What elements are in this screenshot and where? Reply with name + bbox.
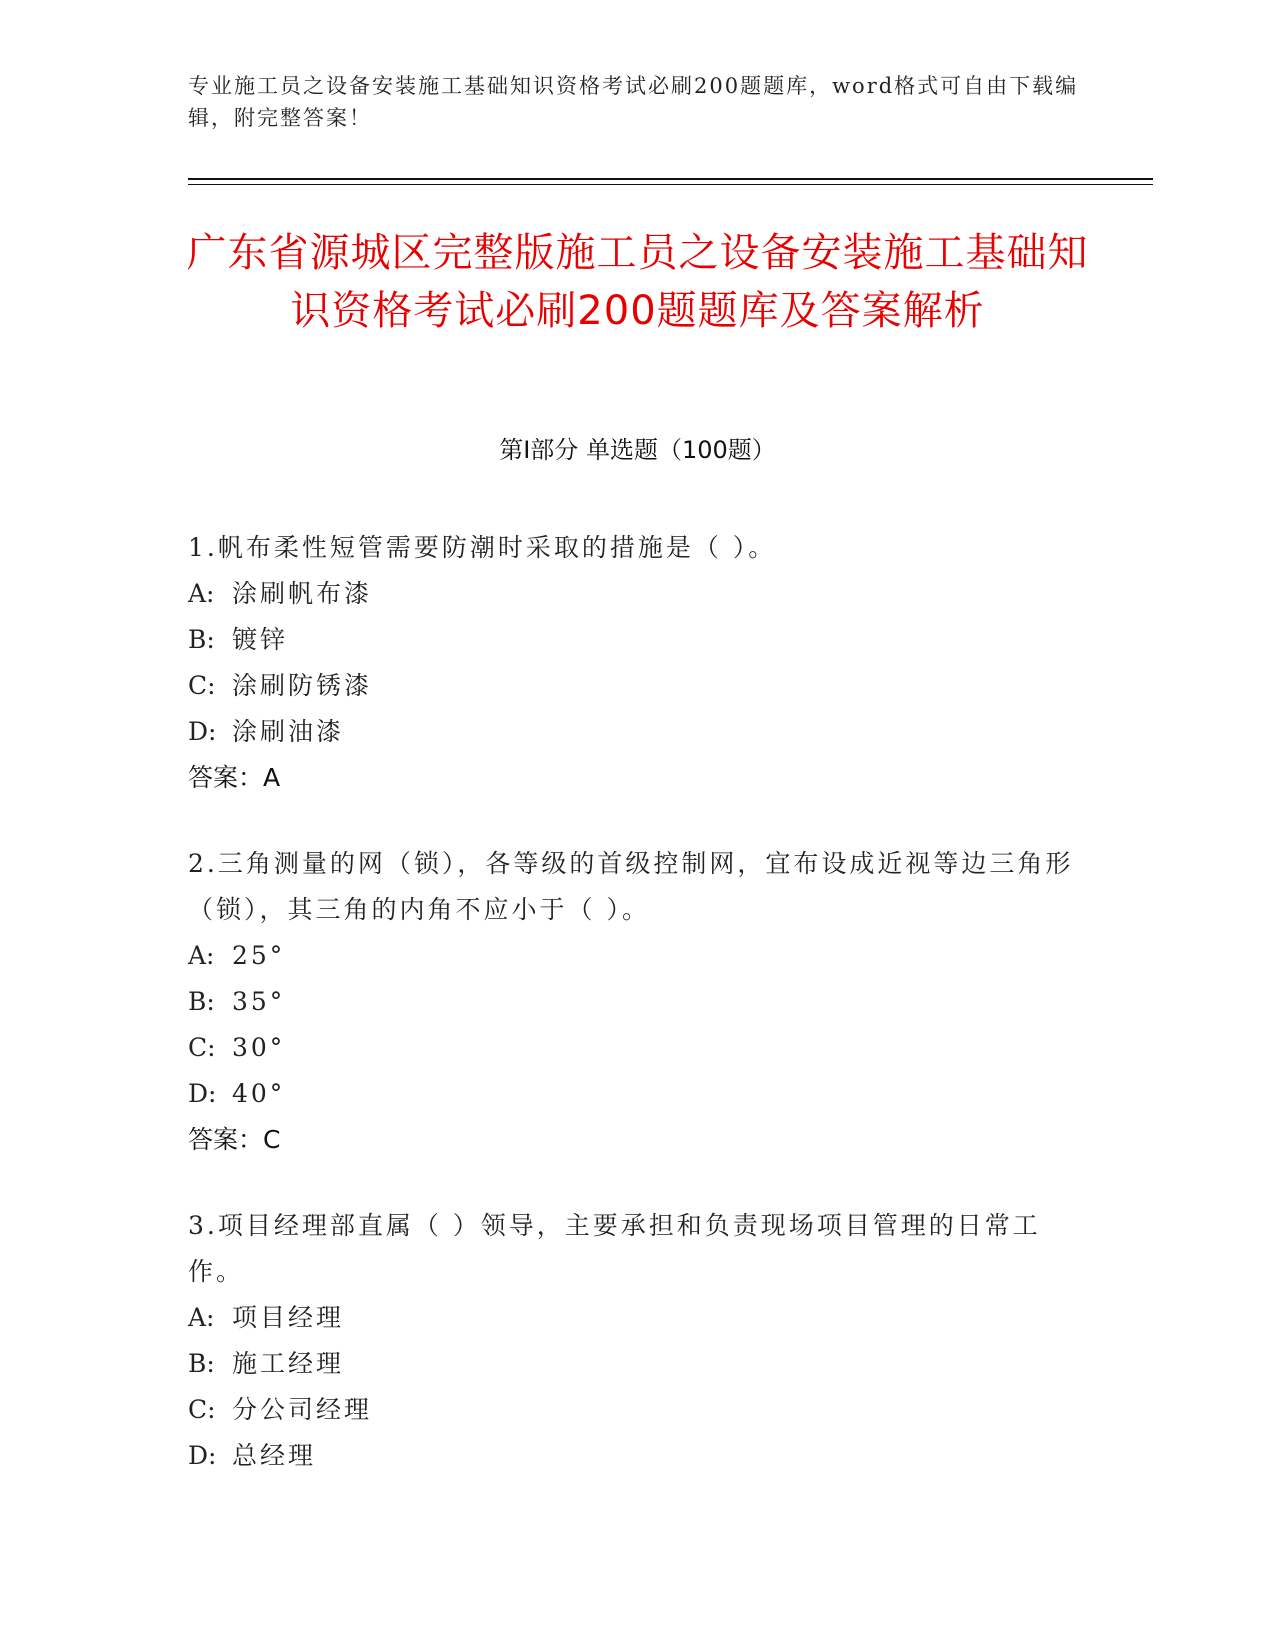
option-text: 涂刷帆布漆	[232, 579, 373, 608]
option-text: 涂刷油漆	[232, 717, 345, 746]
option-text: 项目经理	[232, 1303, 345, 1332]
option-text: 35°	[232, 987, 286, 1016]
section-heading: 第Ⅰ部分 单选题（100题）	[499, 436, 776, 464]
option-letter: A:	[188, 1303, 215, 1332]
option-c	[188, 1025, 1088, 1071]
header-note: 专业施工员之设备安装施工基础知识资格考试必刷200题题库，word格式可自由下载编辑，附完整答案！	[188, 74, 1079, 130]
option-letter: A:	[188, 579, 215, 608]
option-text: 30°	[232, 1033, 286, 1062]
option-text: 总经理	[232, 1441, 317, 1470]
option-b	[188, 617, 1088, 663]
option-text: 涂刷防锈漆	[232, 671, 373, 700]
question-answer: 答案：C	[188, 1125, 281, 1154]
option-letter: B:	[188, 625, 215, 654]
option-b	[188, 1341, 1088, 1387]
option-b	[188, 979, 1088, 1025]
option-letter: A:	[188, 941, 215, 970]
option-text: 25°	[232, 941, 286, 970]
document-title: 广东省源城区完整版施工员之设备安装施工基础知识资格考试必刷200题题库及答案解析	[186, 230, 1089, 334]
question-stem: 2.三角测量的网（锁），各等级的首级控制网，宜布设成近视等边三角形（锁），其三角的内角不应小于（ ）。	[188, 849, 1074, 924]
option-c	[188, 1387, 1088, 1433]
question-stem: 1.帆布柔性短管需要防潮时采取的措施是（ ）。	[188, 533, 777, 562]
option-letter: C:	[188, 1033, 216, 1062]
option-text: 施工经理	[232, 1349, 345, 1378]
option-a	[188, 1295, 1088, 1341]
option-letter: D:	[188, 1441, 217, 1470]
option-letter: D:	[188, 1079, 217, 1108]
option-d	[188, 1071, 1088, 1117]
question-3	[188, 1203, 1088, 1479]
option-letter: B:	[188, 987, 215, 1016]
question-answer: 答案：A	[188, 763, 281, 792]
option-c	[188, 663, 1088, 709]
option-a	[188, 571, 1088, 617]
question-2	[188, 841, 1088, 1163]
option-text: 镀锌	[232, 625, 289, 654]
option-text: 40°	[232, 1079, 286, 1108]
option-letter: C:	[188, 671, 216, 700]
option-letter: C:	[188, 1395, 216, 1424]
option-d	[188, 1433, 1088, 1479]
option-letter: D:	[188, 717, 217, 746]
header-divider-thin	[188, 184, 1153, 185]
option-d	[188, 709, 1088, 755]
question-1	[188, 525, 1088, 801]
question-list	[188, 525, 1088, 1519]
option-letter: B:	[188, 1349, 215, 1378]
question-stem: 3.项目经理部直属（ ）领导，主要承担和负责现场项目管理的日常工作。	[188, 1211, 1041, 1286]
header-divider-thick	[188, 178, 1153, 180]
option-text: 分公司经理	[232, 1395, 373, 1424]
option-a	[188, 933, 1088, 979]
